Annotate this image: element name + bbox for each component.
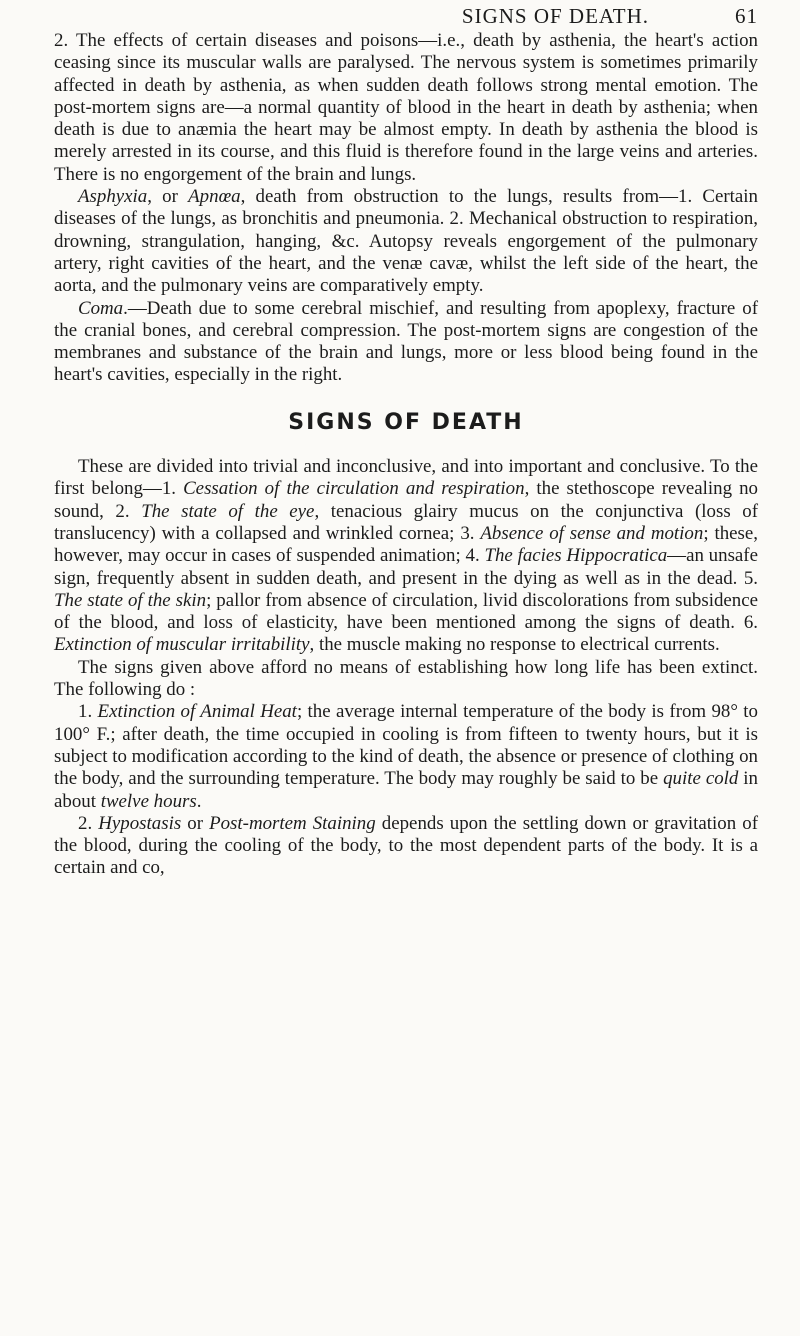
sign-title-2: The state of the eye <box>141 500 315 522</box>
paragraph-text: . <box>196 790 202 812</box>
paragraph-coma <box>54 298 758 387</box>
paragraph-following <box>54 657 758 702</box>
term-asphyxia: Asphyxia <box>78 186 148 208</box>
sign-title-6: Extinction of muscular irritability <box>54 634 310 656</box>
paragraph-signs-list <box>54 456 758 657</box>
page-number: 61 <box>735 4 758 28</box>
paragraph-text: in about <box>54 768 758 812</box>
paragraph-asphyxia <box>54 186 758 297</box>
term-post-mortem-staining: Post-mortem Staining <box>209 812 376 834</box>
term-coma: Coma <box>78 297 124 319</box>
item-title: Extinction of Animal Heat <box>97 701 297 723</box>
running-head <box>54 0 758 30</box>
sign-title-4: The facies Hippocratica <box>484 545 668 567</box>
term-apnoea: Apnœa <box>188 186 241 208</box>
connector: , or <box>147 186 189 208</box>
item-prefix: 2. <box>78 812 99 834</box>
sign-text-1: , the stethoscope revealing no sound, 2. <box>54 478 759 522</box>
section-heading: SIGNS OF DEATH <box>288 409 524 435</box>
paragraph-asthenia <box>54 30 758 186</box>
sign-text-5: ; pallor from absence of circulation, livid discolorations from subsidence of the blood, and loss of elasticity, have been mentioned among the signs of death. 6. <box>54 589 759 634</box>
sign-title-3: Absence of sense and motion <box>480 522 704 544</box>
connector: or <box>181 812 210 834</box>
running-head-title: SIGNS OF DEATH. <box>461 4 649 28</box>
paragraph-text: depends upon the settling down or gravitation of the blood, during the cooling of the body, to the most dependent parts of the body. It is a certain and co, <box>54 812 758 879</box>
paragraph-text: , death from obstruction to the lungs, results from—1. Certain diseases of the lungs, as bronchitis and pneumonia. 2. Mechanical obstruction to respiration, drowning, strangulation, hanging, &c. Autopsy reveals engorgement of the pulmonary artery, right cavities of the heart, and the venæ cavæ, whilst the left side of the heart, the aorta, and the pulmonary veins are comparatively empty. <box>54 186 758 297</box>
sign-title-5: The state of the skin <box>54 589 207 611</box>
phrase-twelve-hours: twelve hours <box>100 790 197 812</box>
paragraph-text: These are divided into trivial and inconclusive, and into important and conclusive. To the first belong—1. <box>54 456 758 500</box>
sign-text-4: —an unsafe sign, frequently absent in sudden death, and present in the dying as well as in the dead. 5. <box>54 545 758 589</box>
sign-title-1: Cessation of the circulation and respiration <box>183 478 525 500</box>
sign-text-6: , the muscle making no response to electrical currents. <box>309 634 720 656</box>
body-text <box>54 30 758 880</box>
sign-text-2: , tenacious glairy mucus on the conjunctiva (loss of translucency) with a collapsed and wrinkled cornea; 3. <box>54 500 759 544</box>
paragraph-animal-heat <box>54 701 758 812</box>
phrase-quite-cold: quite cold <box>663 768 739 790</box>
paragraph-text: ; the average internal temperature of the body is from 98° to 100° F.; after death, the time occupied in cooling is from fifteen to twenty hours, but it is subject to modification according to the kind of death, the absence or presence of clothing on the body, and the surrounding temperature. The body may roughly be said to be <box>54 701 759 790</box>
paragraph-hypostasis <box>54 813 758 880</box>
sign-text-3: ; these, however, may occur in cases of suspended animation; 4. <box>54 522 759 567</box>
item-prefix: 1. <box>78 701 98 723</box>
term-hypostasis: Hypostasis <box>98 812 182 834</box>
paragraph-text: The signs given above afford no means of establishing how long life has been extinct. The following do : <box>54 656 758 701</box>
paragraph-text: .—Death due to some cerebral mischief, and resulting from apoplexy, fracture of the cranial bones, and cerebral compression. The post-mortem signs are congestion of the membranes and substance of the brain and lungs, more or less blood being found in the heart's cavities, especially in the right. <box>54 297 758 386</box>
paragraph-text: 2. The effects of certain diseases and poisons—i.e., death by asthenia, the heart's action ceasing since its muscular walls are paralysed. The nervous system is sometimes primarily affected in death by asthenia, as when sudden death follows strong mental emotion. The post-mortem signs are—a normal quantity of blood in the heart in death by asthenia; when death is due to anæmia the heart may be almost empty. In death by asthenia the blood is merely arrested in its course, and this fluid is therefore found in the large veins and arteries. There is no engorgement of the brain and lungs. <box>54 30 758 185</box>
